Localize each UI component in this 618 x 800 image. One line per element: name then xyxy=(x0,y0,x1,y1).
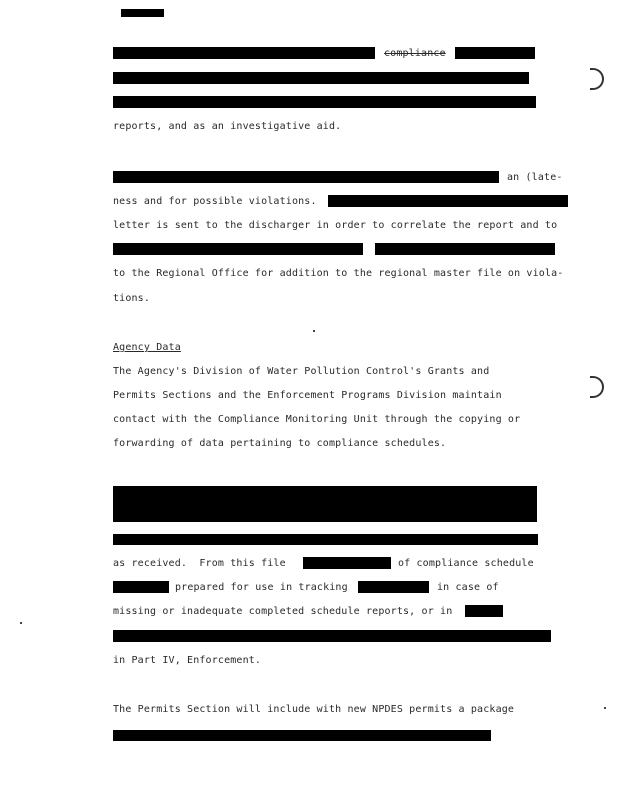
redaction-block xyxy=(455,47,535,59)
redaction-block xyxy=(113,730,491,741)
text-line: ness and for possible violations. xyxy=(113,196,317,207)
redaction-block xyxy=(113,72,529,84)
text-line: in case of xyxy=(437,582,499,593)
text-line: of compliance schedule xyxy=(398,558,534,569)
text-line: contact with the Compliance Monitoring Unit through the copying or xyxy=(113,414,521,425)
text-line: letter is sent to the discharger in order to correlate the report and to xyxy=(113,220,558,231)
text-line: missing or inadequate completed schedule reports, or in xyxy=(113,606,453,617)
redaction-block xyxy=(113,96,536,108)
text-line: tions. xyxy=(113,293,151,304)
punch-hole-mark xyxy=(590,376,604,398)
redaction-header xyxy=(121,9,164,17)
punch-hole-mark xyxy=(590,68,604,90)
scan-speck xyxy=(313,330,315,332)
redaction-block xyxy=(328,195,568,207)
redaction-block xyxy=(113,581,169,593)
text-line: prepared for use in tracking xyxy=(175,582,348,593)
text-line: to the Regional Office for addition to the regional master file on viola- xyxy=(113,268,564,279)
redaction-block xyxy=(113,630,551,642)
redaction-block xyxy=(375,243,555,255)
text-line: The Agency's Division of Water Pollution Control's Grants and xyxy=(113,366,490,377)
redaction-block xyxy=(113,47,375,59)
redaction-block xyxy=(465,605,503,617)
redaction-block xyxy=(303,557,391,569)
redaction-block xyxy=(113,171,499,183)
redaction-large-block xyxy=(113,486,537,522)
redaction-block xyxy=(358,581,429,593)
text-line: forwarding of data pertaining to compliance schedules. xyxy=(113,438,447,449)
scan-speck xyxy=(20,622,22,624)
text-line: as received. From this file xyxy=(113,558,286,569)
struck-word: compliance xyxy=(384,48,446,59)
section-heading: Agency Data xyxy=(113,342,181,353)
text-line: reports, and as an investigative aid. xyxy=(113,121,342,132)
scan-speck xyxy=(604,707,606,709)
text-line: in Part IV, Enforcement. xyxy=(113,655,262,666)
redaction-block xyxy=(113,534,538,545)
text-line: Permits Sections and the Enforcement Programs Division maintain xyxy=(113,390,502,401)
redaction-block xyxy=(113,243,363,255)
text-line: The Permits Section will include with new NPDES permits a package xyxy=(113,704,515,715)
text-line: an (late- xyxy=(507,172,563,183)
